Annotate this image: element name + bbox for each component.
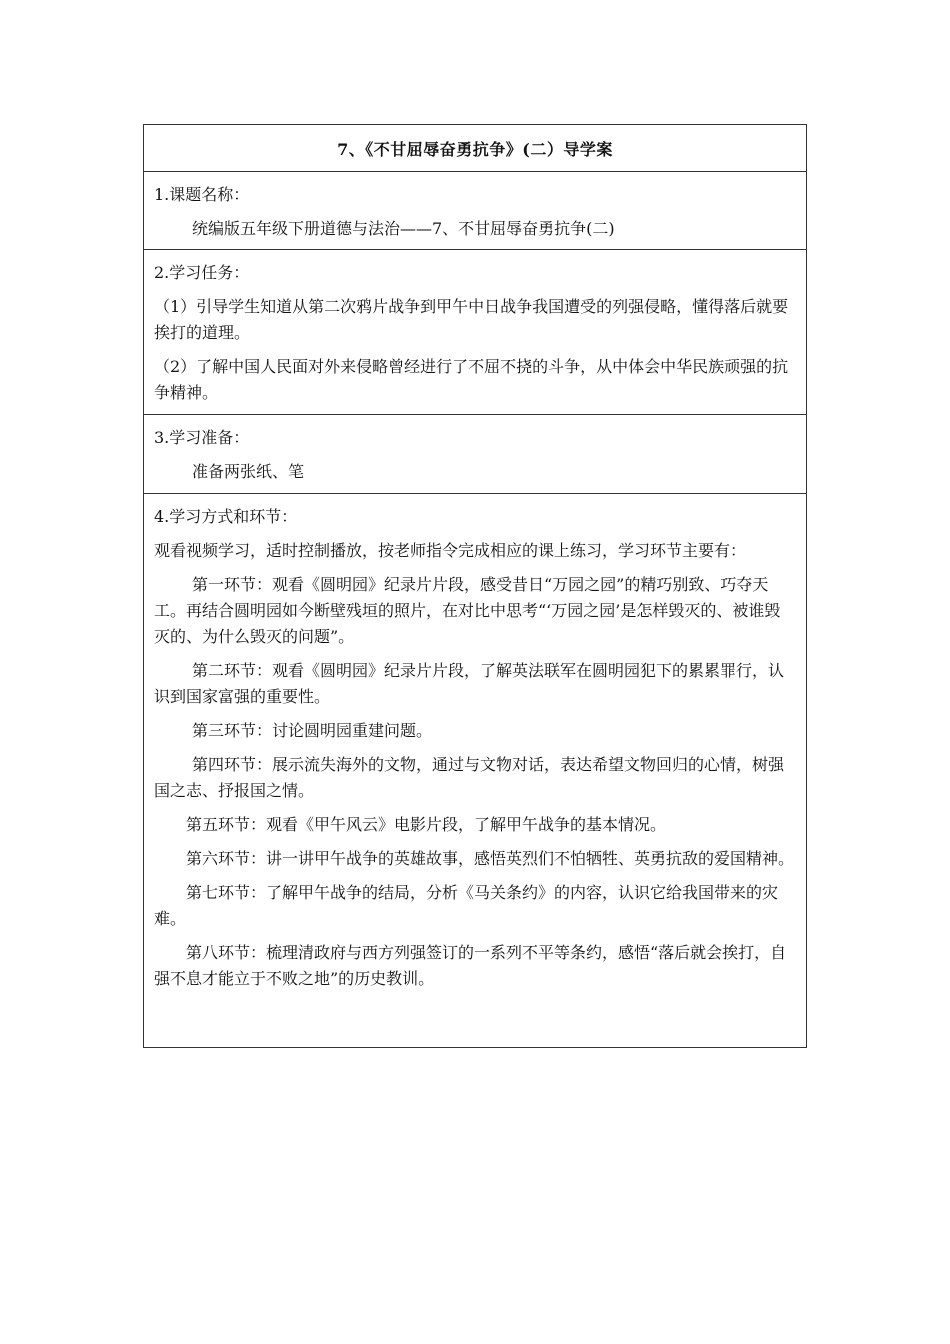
method-step-2: 第二环节：观看《圆明园》纪录片片段，了解英法联军在圆明园犯下的累累罪行，认识到国家富强的重要性。 — [154, 661, 785, 706]
preparation-label: 3.学习准备： — [154, 428, 250, 447]
method-step-3: 第三环节：讨论圆明园重建问题。 — [192, 721, 433, 740]
section-tasks — [144, 249, 806, 414]
tasks-label: 2.学习任务： — [154, 263, 250, 282]
method-label: 4.学习方式和环节： — [154, 507, 298, 526]
section-preparation — [144, 414, 806, 493]
topic-label: 1.课题名称： — [154, 185, 250, 204]
topic-value: 统编版五年级下册道德与法治——7、不甘屈辱奋勇抗争(二) — [192, 219, 615, 238]
lesson-plan-table — [143, 124, 807, 1048]
task-item-2: （2）了解中国人民面对外来侵略曾经进行了不屈不挠的斗争，从中体会中华民族顽强的抗争精神。 — [154, 357, 789, 402]
section-topic — [144, 171, 806, 249]
section-method — [144, 493, 806, 1047]
method-step-8: 第八环节：梳理清政府与西方列强签订的一系列不平等条约，感悟“落后就会挨打，自强不息才能立于不败之地”的历史教训。 — [154, 943, 787, 988]
method-step-4: 第四环节：展示流失海外的文物，通过与文物对话，表达希望文物回归的心情，树强国之志、抒报国之情。 — [154, 755, 785, 800]
task-item-1: （1）引导学生知道从第二次鸦片战争到甲午中日战争我国遭受的列强侵略，懂得落后就要挨打的道理。 — [154, 297, 789, 342]
method-step-1: 第一环节：观看《圆明园》纪录片片段，感受昔日“万园之园”的精巧别致、巧夺天工。再结合圆明园如今断壁残垣的照片，在对比中思考“‘万园之园’是怎样毁灭的、被谁毁灭的、为什么毁灭的问题”。 — [154, 575, 781, 646]
document-title: 7、《不甘屈辱奋勇抗争》(二）导学案 — [337, 139, 613, 159]
method-step-5: 第五环节：观看《甲午风云》电影片段，了解甲午战争的基本情况。 — [186, 815, 667, 834]
method-step-6: 第六环节：讲一讲甲午战争的英雄故事，感悟英烈们不怕牺牲、英勇抗敌的爱国精神。 — [186, 849, 795, 868]
method-intro: 观看视频学习，适时控制播放，按老师指令完成相应的课上练习，学习环节主要有： — [154, 541, 747, 560]
method-step-7: 第七环节：了解甲午战争的结局，分析《马关条约》的内容，认识它给我国带来的灾难。 — [154, 883, 779, 928]
preparation-value: 准备两张纸、笔 — [192, 462, 305, 481]
